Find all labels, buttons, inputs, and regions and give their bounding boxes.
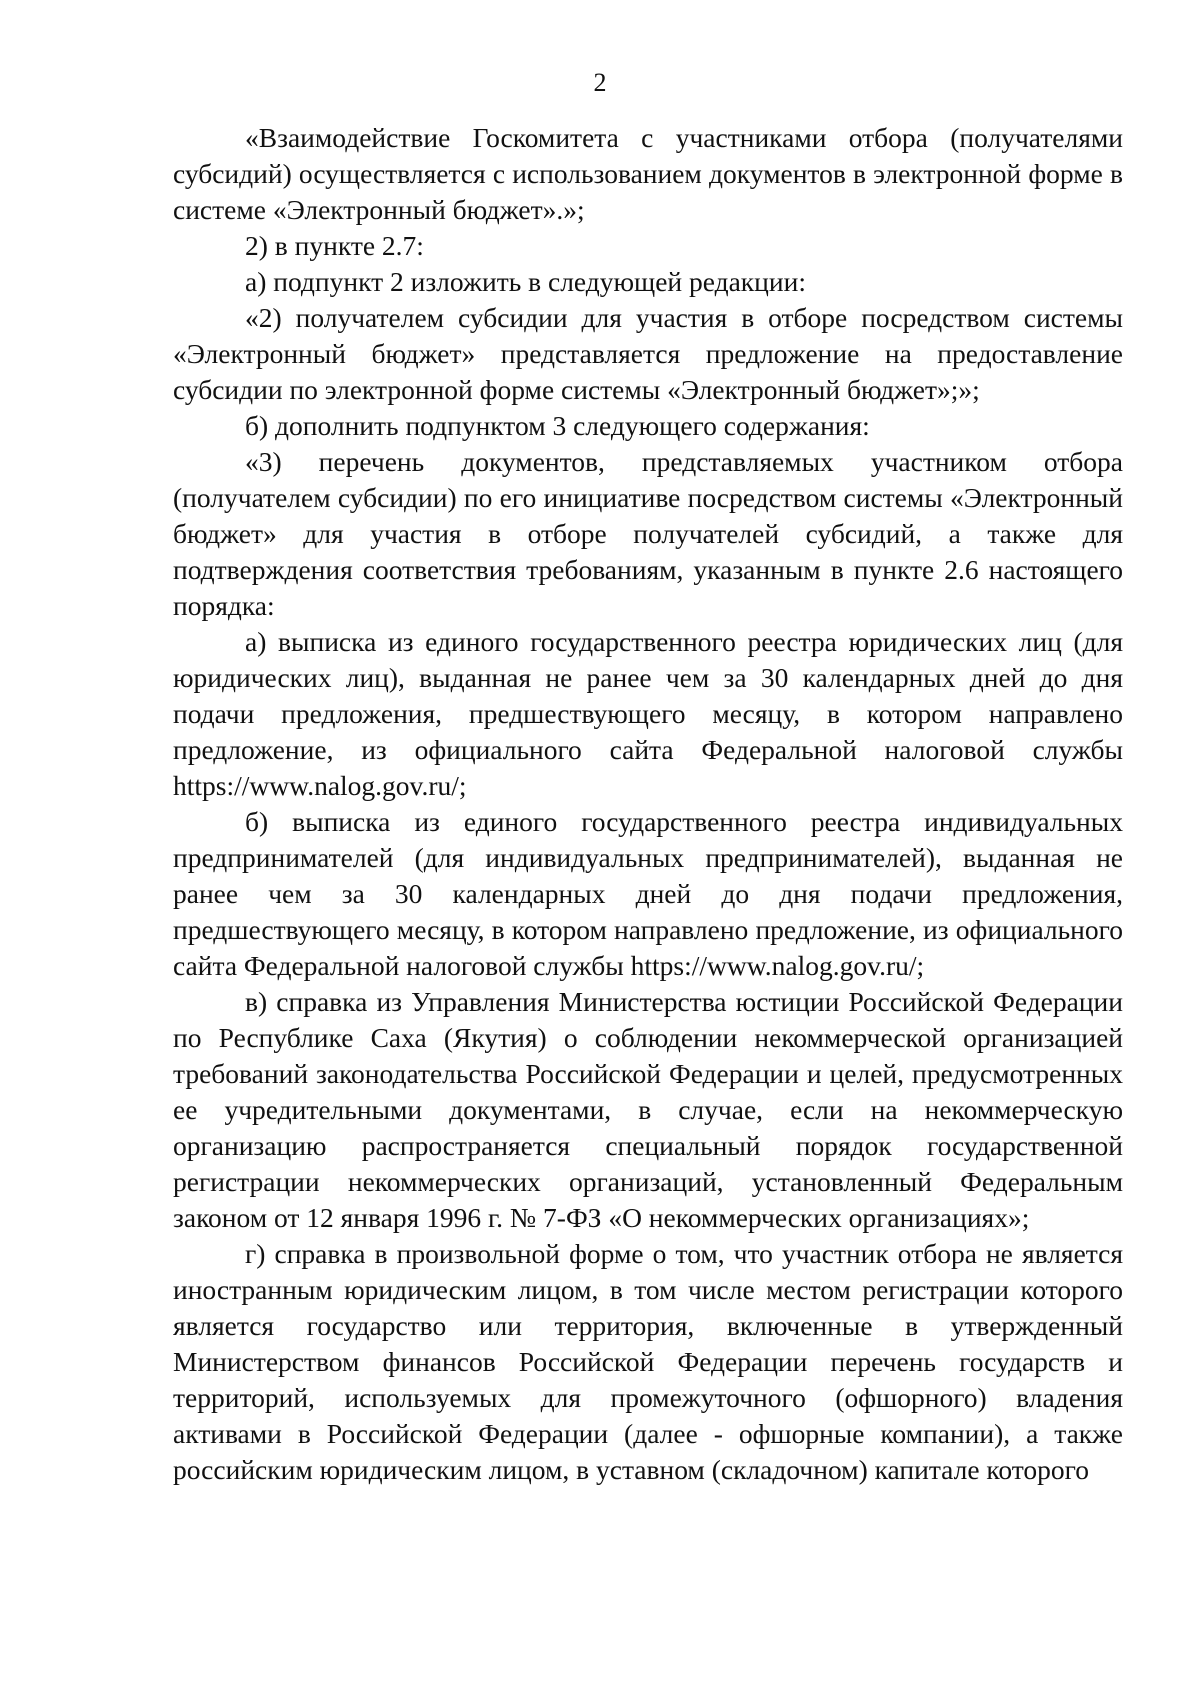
paragraph-subitem-3-text: «3) перечень документов, представляемых участником отбора (получателем субсидии) по его инициативе посредством системы «Электронный бюджет» для участия в отборе получателей субсидий, а также для подтверждения соответствия требованиям, указанным в пункте 2.6 настоящего порядка: bbox=[173, 446, 1123, 621]
paragraph-list-g: г) справка в произвольной форме о том, что участник отбора не является иностранным юридическим лицом, в том числе местом регистрации которого является государство или территория, включенные в утвержденный Министерством финансов Российской Федерации перечень государств и территорий, используемых для промежуточного (офшорного) владения активами в Российской Федерации (далее - офшорные компании), а также российским юридическим лицом, в уставном (складочном) капитале которого bbox=[173, 1238, 1123, 1485]
paragraph-interaction-clause: «Взаимодействие Госкомитета с участниками отбора (получателями субсидий) осуществляется с использованием документов в электронной форме в системе «Электронный бюджет».»; bbox=[173, 122, 1123, 225]
document-body bbox=[173, 120, 1123, 1488]
paragraph-list-b: б) выписка из единого государственного реестра индивидуальных предпринимателей (для индивидуальных предпринимателей), выданная не ранее чем за 30 календарных дней до дня подачи предложения, предшествующего месяцу, в котором направлено предложение, из официального сайта Федеральной налоговой службы https://www.nalog.gov.ru/; bbox=[173, 806, 1123, 981]
paragraph-subitem-b: б) дополнить подпунктом 3 следующего содержания: bbox=[245, 410, 870, 441]
paragraph-subitem-a: а) подпункт 2 изложить в следующей редакции: bbox=[245, 266, 806, 297]
paragraph-list-v: в) справка из Управления Министерства юстиции Российской Федерации по Республике Саха (Якутия) о соблюдении некоммерческой организацией требований законодательства Российской Федерации и целей, предусмотренных ее учредительными документами, в случае, если на некоммерческую организацию распространяется специальный порядок государственной регистрации некоммерческих организаций, установленный Федеральным законом от 12 января 1996 г. № 7-ФЗ «О некоммерческих организациях»; bbox=[173, 986, 1123, 1233]
paragraph-subitem-2-text: «2) получателем субсидии для участия в отборе посредством системы «Электронный бюджет» представляется предложение на предоставление субсидии по электронной форме системы «Электронный бюджет»;»; bbox=[173, 302, 1123, 405]
paragraph-list-a: а) выписка из единого государственного реестра юридических лиц (для юридических лиц), выданная не ранее чем за 30 календарных дней до дня подачи предложения, предшествующего месяцу, в котором направлено предложение, из официального сайта Федеральной налоговой службы https://www.nalog.gov.ru/; bbox=[173, 626, 1123, 801]
page-number: 2 bbox=[593, 68, 607, 97]
paragraph-item-2-7: 2) в пункте 2.7: bbox=[245, 230, 424, 261]
